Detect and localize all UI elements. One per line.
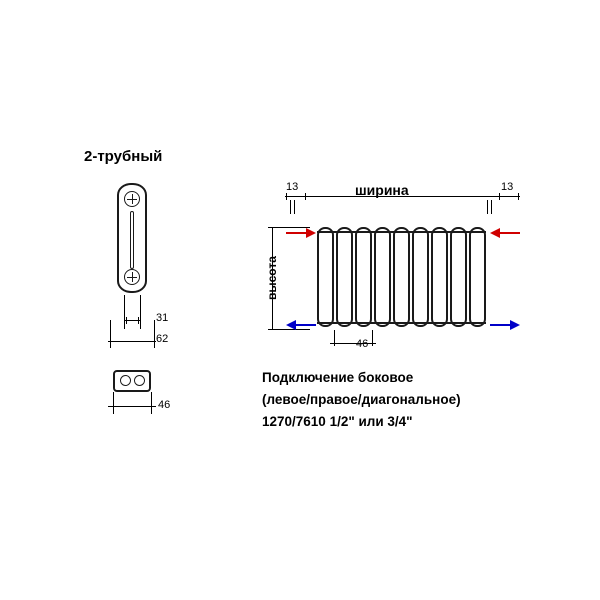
arrow-inlet-left <box>286 226 316 240</box>
radiator-section <box>431 227 448 327</box>
right-height-tick-top <box>268 227 276 228</box>
left-dim62-ext-right <box>154 320 155 348</box>
right-width-ext-b <box>487 200 488 214</box>
radiator-section <box>393 227 410 327</box>
left-title: 2-трубный <box>84 148 163 165</box>
right-width-ext-b2 <box>491 200 492 214</box>
pitch-dim-line <box>330 343 376 344</box>
right-width-tick-left <box>305 193 306 200</box>
radiator-section <box>469 227 486 327</box>
left-radiator-top-view <box>113 370 151 392</box>
right-left-gap-tick <box>286 193 287 200</box>
right-right-gap-line <box>500 196 520 197</box>
left-dim62-text: 62 <box>156 333 169 345</box>
left-dim46-ext-left <box>113 392 114 414</box>
arrow-outlet-left <box>286 318 316 332</box>
radiator-section <box>336 227 353 327</box>
right-height-label: высота <box>265 256 279 300</box>
left-radiator-bottom-port <box>124 269 140 285</box>
left-radiator-center-tube <box>130 211 134 269</box>
left-dim62-ext-left <box>110 320 111 348</box>
radiator-section <box>412 227 429 327</box>
right-width-ext-a <box>290 200 291 214</box>
right-height-tick-bottom <box>268 329 276 330</box>
left-dim46-line <box>108 406 156 407</box>
left-dim31-tick-a <box>126 317 127 324</box>
left-top-view-port-left <box>120 375 131 386</box>
right-left-gap-line <box>285 196 305 197</box>
left-dim31-ext-left <box>124 295 125 329</box>
left-top-view-port-right <box>134 375 145 386</box>
caption-line-3: 1270/7610 1/2" или 3/4" <box>262 414 413 429</box>
left-dim46-ext-right <box>151 392 152 414</box>
right-width-label: ширина <box>355 182 409 198</box>
left-radiator-front-view <box>117 183 147 293</box>
right-right-gap-text: 13 <box>501 181 514 193</box>
radiator-top-manifold <box>317 231 486 233</box>
radiator-bottom-manifold <box>317 322 486 324</box>
radiator-section <box>374 227 391 327</box>
arrow-inlet-right <box>490 226 520 240</box>
radiator-section <box>450 227 467 327</box>
arrow-outlet-right <box>490 318 520 332</box>
caption-line-1: Подключение боковое <box>262 370 414 385</box>
left-dim31-tick-b <box>138 317 139 324</box>
radiator-section <box>355 227 372 327</box>
left-dim31-ext-right <box>140 295 141 329</box>
left-dim46-text: 46 <box>158 399 171 411</box>
radiator-section <box>317 227 334 327</box>
left-dim31-text: 31 <box>156 312 169 324</box>
left-radiator-top-port <box>124 191 140 207</box>
right-left-gap-text: 13 <box>286 181 299 193</box>
caption-line-2: (левое/правое/диагональное) <box>262 392 461 407</box>
left-dim62-line <box>108 341 156 342</box>
right-width-ext-a2 <box>294 200 295 214</box>
right-right-gap-tick <box>518 193 519 200</box>
pitch-dim-text: 46 <box>356 338 369 350</box>
